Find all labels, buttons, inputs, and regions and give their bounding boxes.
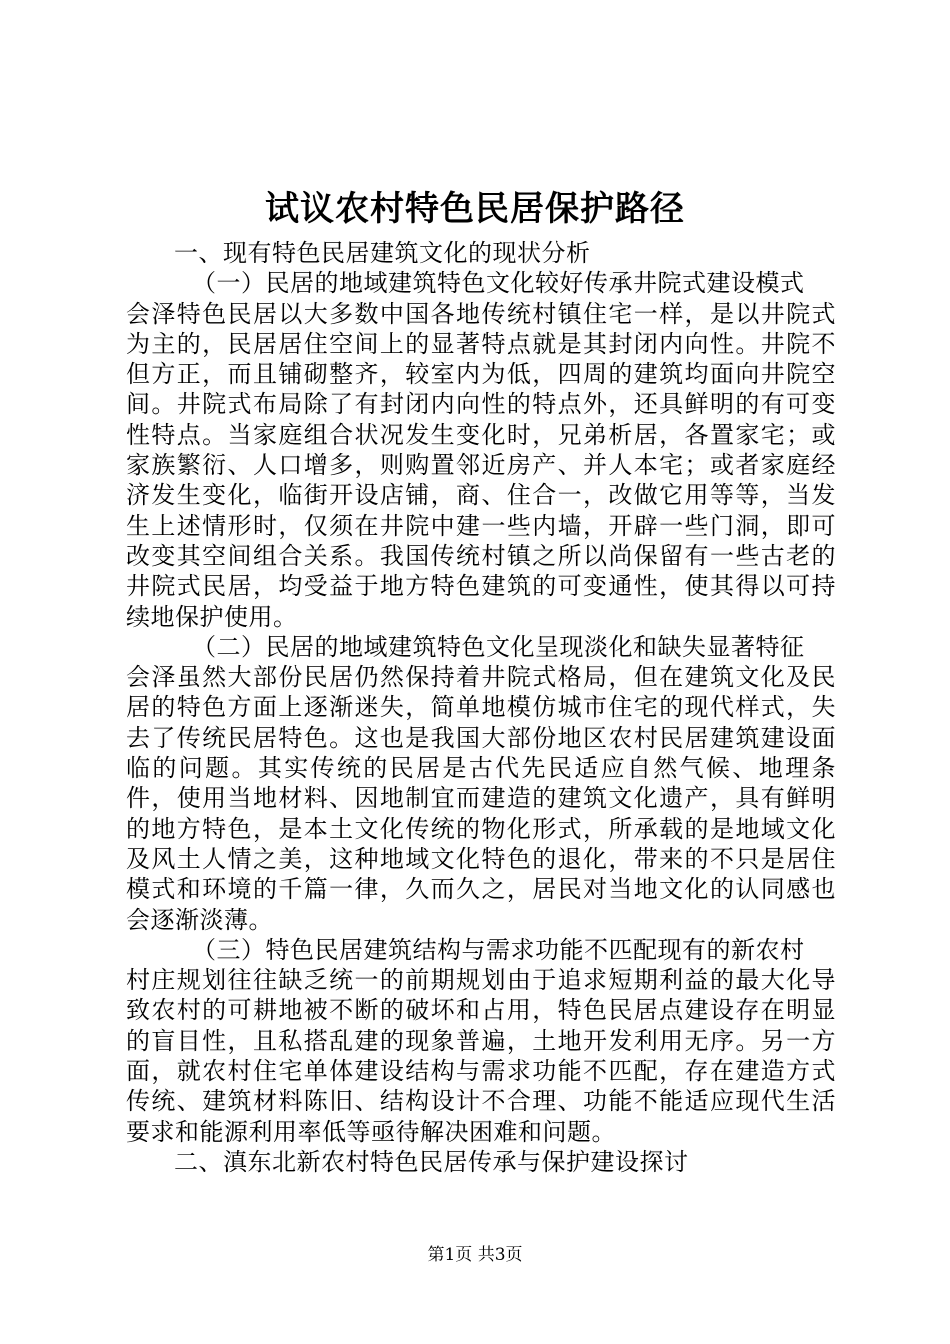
document-title: 试议农村特色民居保护路径: [265, 189, 685, 229]
paragraph-2: 会泽虽然大部份民居仍然保持着井院式格局，但在建筑文化及民居的特色方面上逐渐迷失，简单地模仿城市住宅的现代样式，失去了传统民居特色。这也是我国大部份地区农村民居建筑建设面临的问题。其实传统的民居是古代先民适应自然气候、地理条件，使用当地材料、因地制宜而建造的建筑文化遗产，具有鲜明的地方特色，是本土文化传统的物化形式，所承载的是地域文化及风土人情之美，这种地域文化特色的退化，带来的不只是居住模式和环境的千篇一律，久而久之，居民对当地文化的认同感也会逐渐淡薄。: [126, 663, 836, 934]
document-body: [126, 238, 836, 1177]
subsection-heading-1: （一）民居的地域建筑特色文化较好传承井院式建设模式: [192, 269, 805, 298]
subsection-heading-3: （三）特色民居建筑结构与需求功能不匹配现有的新农村: [192, 935, 805, 964]
subsection-heading-2: （二）民居的地域建筑特色文化呈现淡化和缺失显著特征: [192, 632, 805, 661]
section-heading-1: 一、现有特色民居建筑文化的现状分析: [174, 239, 591, 267]
paragraph-1: 会泽特色民居以大多数中国各地传统村镇住宅一样，是以井院式为主的，民居居住空间上的显著特点就是其封闭内向性。井院不但方正，而且铺砌整齐，较室内为低，四周的建筑均面向井院空间。井院式布局除了有封闭内向性的特点外，还具鲜明的有可变性特点。当家庭组合状况发生变化时，兄弟析居，各置家宅；或家族繁衍、人口增多，则购置邻近房产、并人本宅；或者家庭经济发生变化，临街开设店铺，商、住合一，改做它用等等，当发生上述情形时，仅须在井院中建一些内墙，开辟一些门洞，即可改变其空间组合关系。我国传统村镇之所以尚保留有一些古老的井院式民居，均受益于地方特色建筑的可变通性，使其得以可持续地保护使用。: [126, 299, 836, 631]
paragraph-3: 村庄规划往往缺乏统一的前期规划由于追求短期利益的最大化导致农村的可耕地被不断的破坏和占用，特色民居点建设存在明显的盲目性，且私搭乱建的现象普遍，土地开发利用无序。另一方面，就农村住宅单体建设结构与需求功能不匹配，存在建造方式传统、建筑材料陈旧、结构设计不合理、功能不能适应现代生活要求和能源利用率低等亟待解决困难和问题。: [126, 966, 836, 1146]
section-heading-2: 二、滇东北新农村特色民居传承与保护建设探讨: [174, 1147, 689, 1176]
page-footer: 第1页 共3页: [427, 1245, 523, 1265]
